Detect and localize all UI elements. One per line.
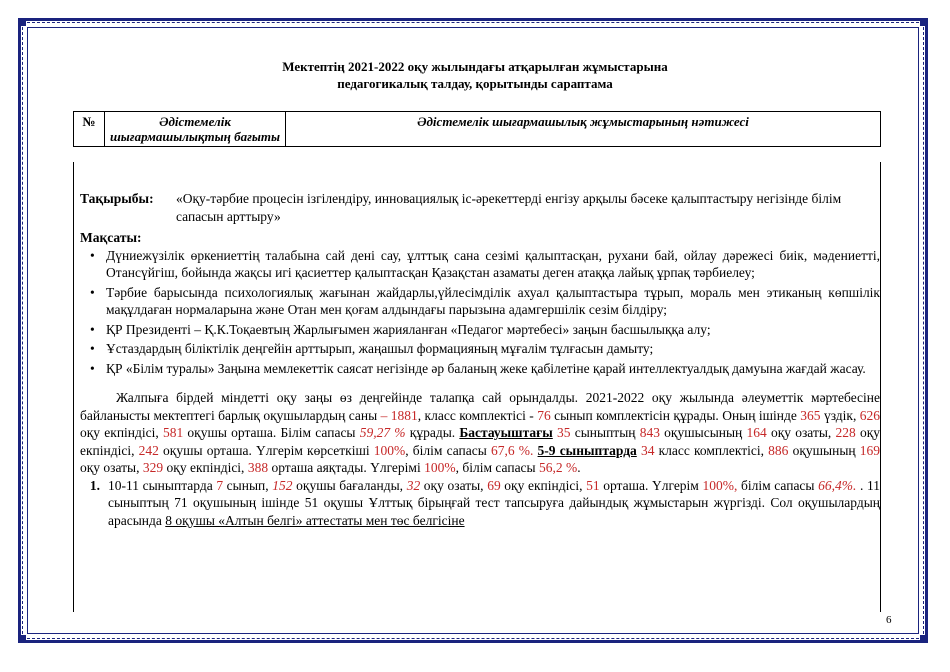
text: үздік, (820, 407, 860, 423)
senior-average: 51 (586, 477, 600, 493)
good-count: 626 (859, 407, 881, 423)
text: оқу озаты, (766, 425, 836, 440)
total-students: – 1881 (380, 407, 418, 423)
text: білім сапасы (737, 477, 819, 493)
goal-item: • Дүниежүзілік өркениеттің талабына сай дені сау, ұлттық сана сезімі қалыптасқан, рухани бай, ойлау дәрежесі биік, мәдениетті, Отансүйгіш, бойында жақсы игі қасиеттер қалыптасқан Қазақстан азаматы деген атаққа лайық ұрпақ тәрбиелеу; (106, 247, 880, 282)
primary-average: 242 (138, 442, 159, 458)
column-direction-header: Әдістемелік шығармашылықтың бағыты (105, 112, 286, 147)
item-text (108, 477, 880, 530)
average-count: 581 (162, 425, 184, 440)
text: оқу екпіндісі, (80, 425, 881, 458)
text: орташа аяқтады. Үлгерімі (268, 460, 425, 475)
title-line-2: педагогикалық талдау, қорытынды сараптама (337, 76, 613, 91)
text: сыныптың (570, 425, 640, 440)
header-table (73, 111, 881, 147)
topic-text: «Оқу-тәрбие процесін ізгілендіру, инновациялық іс-әрекеттерді енгізу арқылы бәсеке қалыптастыру негізінде білім сапасын арттыру» (176, 191, 842, 224)
primary-label: Бастауыштағы (459, 425, 553, 440)
middle-progress: 100% (424, 460, 456, 475)
goals-label: Мақсаты: (80, 230, 142, 245)
middle-average: 388 (247, 460, 269, 475)
numbered-item (80, 477, 880, 530)
text: класс комплектісі, (654, 442, 769, 458)
text: құрады. (405, 425, 460, 440)
middle-good: 329 (142, 460, 164, 475)
primary-progress: 100% (373, 442, 406, 458)
text: оқушының (788, 442, 860, 458)
document-content (80, 190, 880, 529)
text: оқу екпіндісі, (163, 460, 248, 475)
goals-list (80, 247, 880, 378)
goal-item: • Ұстаздардың біліктілік деңгейін арттырып, жаңашыл формацияның мұғалім тұлғасын дамыту; (106, 340, 880, 358)
page-number: 6 (886, 614, 892, 626)
quality-percent: 59,27 % (359, 425, 406, 440)
text: сынып, (223, 477, 273, 493)
text: оқу екпіндісі, (500, 477, 587, 493)
primary-students: 843 (639, 425, 660, 440)
topic-label: Тақырыбы: (80, 191, 154, 206)
topic-row (80, 190, 880, 225)
border-corner (18, 635, 26, 643)
golden-badge-text: 8 оқушы «Алтын белгі» аттестаты мен төс белгісіне (165, 512, 465, 528)
text: , білім сапасы (455, 460, 539, 475)
primary-good: 228 (835, 425, 856, 440)
primary-excellent: 164 (746, 425, 767, 440)
senior-excellent: 32 (406, 477, 421, 493)
table-header-row (74, 112, 881, 147)
senior-progress: 100%, (702, 477, 738, 493)
senior-classes: 7 (216, 477, 224, 493)
senior-good: 69 (487, 477, 501, 493)
text: , класс комплектісі - (417, 407, 538, 423)
text: . 11 сыныптың 71 оқушының ішінде 51 оқушы Ұлттық бірыңғай тест тапсыруға дайындық жұмыстарын жүргізді. Сол оқушылардың арасында (108, 477, 880, 528)
column-result-header: Әдістемелік шығармашылық жұмыстарының нәтижесі (286, 112, 881, 147)
middle-quality: 56,2 % (539, 460, 578, 475)
excellent-count: 365 (800, 407, 821, 423)
goal-item: • Тәрбие барысында психологиялық жағынан жайдарлы,үйлесімділік ахуал қалыптастыра тұрып, мораль мен этиканың көпшілік мақұлдаған нормаларына және Отан мен қоғам алдындағы парызына адамгершілік сезім білдіру; (106, 284, 880, 319)
item-number: 1. (89, 477, 100, 493)
middle-excellent: 169 (859, 442, 881, 458)
text: сынып комплектісін құрады. Оның ішінде (550, 407, 801, 423)
text: оқушы орташа. Білім сапасы (183, 425, 360, 440)
text: Жалпыға бірдей міндетті оқу заңы өз деңгейінде талапқа сай орындалды. 2021-2022 оқу жылында әлеуметтік мәртебесіне байланысты мектептегі барлық оқушылардың саны (80, 390, 880, 423)
text: оқушысының (659, 425, 747, 440)
goal-item: • ҚР «Білім туралы» Заңына мемлекеттік саясат негізінде әр баланың жеке қабілетіне қарай интеллектуалдық дамуына жағдай жасау. (106, 360, 880, 378)
text: оқушы бағаланды, (292, 477, 407, 493)
middle-students: 886 (768, 442, 789, 458)
senior-quality: 66,4%. (818, 477, 857, 493)
middle-label: 5-9 сыныптарда (537, 442, 637, 458)
statistics-paragraph (80, 389, 880, 477)
title-line-1: Мектептің 2021-2022 оқу жылындағы атқарылған жұмыстарына (282, 59, 668, 74)
senior-graded: 152 (272, 477, 293, 493)
text: оқушы орташа. Үлгерім көрсеткіші (158, 442, 374, 458)
text: , білім сапасы (405, 442, 491, 458)
text: . (577, 460, 581, 475)
border-corner (920, 18, 928, 26)
middle-classes: 34 (640, 442, 655, 458)
text: оқу озаты, (80, 460, 143, 475)
border-corner (18, 18, 26, 26)
primary-quality: 67,6 %. (490, 442, 534, 458)
text: 10-11 сыныптарда (108, 477, 217, 493)
class-count: 76 (537, 407, 551, 423)
primary-classes: 35 (557, 425, 571, 440)
text: оқу екпіндісі, (80, 425, 163, 440)
column-number-header: № (74, 112, 105, 147)
text: оқу озаты, (420, 477, 488, 493)
text: орташа. Үлгерім (599, 477, 703, 493)
border-corner (920, 635, 928, 643)
goal-item: • ҚР Президенті – Қ.К.Тоқаевтың Жарлығымен жарияланған «Педагог мәртебесі» заңын басшылыққа алу; (106, 321, 880, 339)
document-title (0, 58, 950, 92)
